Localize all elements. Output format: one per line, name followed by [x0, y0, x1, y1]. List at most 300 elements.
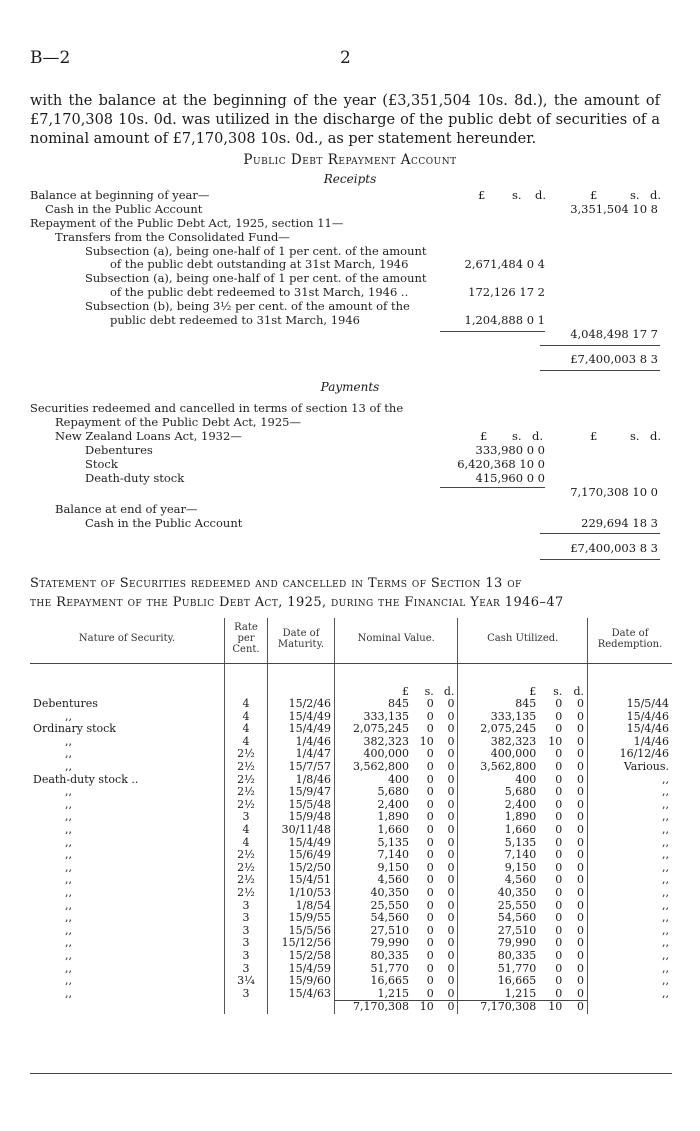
cell-nominal-shillings: 0: [426, 936, 434, 950]
cell-nominal-shillings: 0: [426, 848, 434, 862]
cell-rate: 3: [225, 937, 268, 950]
cell-nominal-pounds: 400,000: [335, 748, 413, 761]
cell-redemption: ,,: [588, 887, 673, 900]
total-cell: 7,170,308: [335, 1001, 413, 1014]
cell-maturity: 15/9/48: [268, 811, 335, 824]
payment-line: New Zealand Loans Act, 1932—: [55, 429, 242, 443]
cell-nature: ,,: [65, 936, 72, 950]
opening-balance-value: 3,351,504 10 8: [570, 202, 658, 216]
subsection-a1-value: 2,671,484 0 4: [464, 257, 545, 271]
cell-rate: 4: [225, 698, 268, 711]
cell-nominal-pounds: 54,560: [335, 912, 413, 925]
cell-nature: ,,: [65, 709, 72, 723]
cell-cash-shillings: 0: [555, 961, 563, 975]
cell-cash-pounds: 5,680: [458, 786, 539, 799]
table-row: [30, 748, 672, 761]
cell-cash-pounds: 80,335: [458, 950, 539, 963]
cell-redemption: ,,: [588, 811, 673, 824]
cell-nominal-pounds: 16,665: [335, 975, 413, 988]
closing-balance-value: 229,694 18 3: [581, 516, 658, 530]
receipt-line: Cash in the Public Account: [45, 202, 203, 216]
column-header-nominal: Nominal Value.: [335, 618, 458, 664]
cell-redemption: ,,: [588, 849, 673, 862]
unit-pence: d.: [443, 684, 455, 698]
total-rule: [540, 345, 660, 346]
cell-redemption: 1/4/46: [588, 736, 673, 749]
debentures-value: 333,980 0 0: [475, 443, 545, 457]
cell-cash-shillings: 0: [555, 948, 563, 962]
table-row: [30, 912, 672, 925]
cell-rate: 3: [225, 963, 268, 976]
cell-nominal-shillings: 0: [426, 986, 434, 1000]
cell-cash-pounds: 7,140: [458, 849, 539, 862]
cell-cash-pence: 0: [577, 785, 584, 799]
cell-nominal-pence: 0: [447, 772, 455, 786]
table-row: [30, 874, 672, 887]
cell-maturity: 15/6/49: [268, 849, 335, 862]
cell-nominal-shillings: 0: [426, 797, 434, 811]
cell-cash-pounds: 27,510: [458, 925, 539, 938]
redeemed-total-value: 7,170,308 10 0: [570, 485, 658, 499]
cell-nominal-pence: 0: [447, 747, 455, 761]
cell-maturity: 15/4/59: [268, 963, 335, 976]
total-cell: 0: [437, 1001, 458, 1014]
securities-table: [30, 618, 672, 1014]
cell-cash-pence: 0: [577, 961, 584, 975]
total-cell: 7,170,308: [458, 1001, 539, 1014]
cell-maturity: 15/12/56: [268, 937, 335, 950]
cell-cash-pence: 0: [577, 709, 584, 723]
cell-cash-pence: 0: [577, 697, 584, 711]
cell-cash-pounds: 9,150: [458, 862, 539, 875]
payments-heading: Payments: [320, 380, 380, 394]
cell-rate: 2½: [225, 849, 268, 862]
cell-cash-pence: 0: [577, 948, 584, 962]
cell-cash-shillings: 0: [555, 747, 563, 761]
cell-rate: 4: [225, 824, 268, 837]
cell-rate: 3: [225, 811, 268, 824]
cell-rate: 2½: [225, 862, 268, 875]
cell-nominal-pence: 0: [447, 835, 455, 849]
unit-pence: d.: [573, 684, 584, 698]
cell-cash-shillings: 0: [555, 936, 563, 950]
cell-maturity: 15/4/49: [268, 711, 335, 724]
cell-nominal-pence: 0: [447, 886, 455, 899]
cell-cash-pence: 0: [577, 797, 584, 811]
statement-title-line1: Statement of Securities redeemed and cancelled in Terms of Section 13 of: [30, 576, 522, 591]
cell-cash-shillings: 0: [555, 810, 563, 824]
cell-nominal-pounds: 382,323: [335, 736, 413, 749]
cell-nominal-pounds: 9,150: [335, 862, 413, 875]
cell-nominal-pounds: 400: [335, 774, 413, 787]
cell-cash-pounds: 3,562,800: [458, 761, 539, 774]
cell-cash-shillings: 0: [555, 797, 563, 811]
stock-value: 6,420,368 10 0: [457, 457, 545, 471]
cell-nominal-pounds: 5,680: [335, 786, 413, 799]
cell-redemption: ,,: [588, 862, 673, 875]
cell-redemption: ,,: [588, 975, 673, 988]
cell-nature: ,,: [65, 898, 72, 912]
cell-redemption: ,,: [588, 824, 673, 837]
cell-rate: 4: [225, 723, 268, 736]
cell-rate: 4: [225, 736, 268, 749]
cell-cash-pounds: 51,770: [458, 963, 539, 976]
death-duty-value: 415,960 0 0: [475, 471, 545, 485]
cell-cash-pounds: 54,560: [458, 912, 539, 925]
cell-nature: ,,: [65, 835, 72, 849]
cell-nominal-shillings: 0: [426, 722, 434, 736]
cell-nominal-shillings: 0: [426, 747, 434, 761]
cell-nominal-pence: 0: [447, 734, 455, 748]
col-pence-2: d.: [650, 188, 662, 202]
receipt-line: of the public debt outstanding at 31st March, 1946: [110, 257, 409, 271]
cell-nominal-pence: 0: [447, 873, 455, 887]
table-row: [30, 975, 672, 988]
cell-cash-pounds: 79,990: [458, 937, 539, 950]
cell-maturity: 15/4/51: [268, 874, 335, 887]
cell-cash-shillings: 0: [555, 986, 563, 1000]
cell-rate: 2½: [225, 799, 268, 812]
cell-cash-pounds: 400: [458, 774, 539, 787]
cell-cash-shillings: 0: [555, 709, 563, 723]
cell-maturity: 15/2/58: [268, 950, 335, 963]
cell-cash-pence: 0: [577, 860, 584, 874]
cell-redemption: ,,: [588, 900, 673, 913]
column-header-redemption: Date of Redemption.: [588, 618, 673, 664]
cell-nominal-pounds: 1,660: [335, 824, 413, 837]
cell-cash-pounds: 2,075,245: [458, 723, 539, 736]
cell-cash-shillings: 0: [555, 823, 563, 837]
cell-redemption: ,,: [588, 950, 673, 963]
unit-shillings: s.: [553, 684, 563, 698]
receipt-line: Subsection (a), being one-half of 1 per cent. of the amount: [85, 244, 427, 258]
cell-rate: 2½: [225, 874, 268, 887]
cell-nominal-pounds: 1,890: [335, 811, 413, 824]
cell-nominal-shillings: 0: [426, 823, 434, 837]
cell-cash-shillings: 0: [555, 760, 563, 774]
cell-nominal-shillings: 10: [419, 734, 434, 748]
cell-nominal-pounds: 79,990: [335, 937, 413, 950]
cell-cash-shillings: 0: [555, 860, 563, 874]
subsection-b-value: 1,204,888 0 1: [464, 313, 545, 327]
cell-nature: ,,: [65, 873, 72, 887]
cell-nominal-shillings: 0: [426, 898, 434, 912]
cell-maturity: 15/2/46: [268, 698, 335, 711]
cell-cash-pence: 0: [577, 823, 584, 837]
cell-nominal-pounds: 40,350: [335, 887, 413, 900]
cell-maturity: 15/7/57: [268, 761, 335, 774]
cell-nature: ,,: [65, 747, 72, 761]
cell-nominal-pounds: 80,335: [335, 950, 413, 963]
cell-cash-pounds: 400,000: [458, 748, 539, 761]
cell-nature: ,,: [65, 848, 72, 862]
cell-nature: ,,: [65, 823, 72, 837]
cell-nominal-pence: 0: [447, 823, 455, 837]
cell-nominal-pence: 0: [447, 722, 455, 736]
cell-cash-pounds: 382,323: [458, 736, 539, 749]
cell-redemption: ,,: [588, 963, 673, 976]
cell-maturity: 15/9/60: [268, 975, 335, 988]
cell-cash-shillings: 0: [555, 974, 563, 988]
cell-nominal-shillings: 0: [426, 810, 434, 824]
subtotal-rule: [440, 487, 545, 488]
cell-cash-pence: 0: [577, 835, 584, 849]
cell-redemption: ,,: [588, 988, 673, 1001]
cell-nature: ,,: [65, 961, 72, 975]
cell-nominal-pence: 0: [447, 986, 455, 1000]
payment-line: Balance at end of year—: [55, 502, 198, 516]
cell-rate: 3: [225, 925, 268, 938]
cell-nominal-pence: 0: [447, 923, 455, 937]
cell-maturity: 15/2/50: [268, 862, 335, 875]
receipt-line: Repayment of the Public Debt Act, 1925, section 11—: [30, 216, 344, 230]
cell-redemption: Various.: [588, 761, 673, 774]
cell-nature: Debentures: [33, 697, 98, 711]
table-row: [30, 988, 672, 1001]
cell-nature: ,,: [65, 785, 72, 799]
cell-cash-shillings: 0: [555, 835, 563, 849]
receipt-line: Subsection (a), being one-half of 1 per cent. of the amount: [85, 271, 427, 285]
transfers-total-value: 4,048,498 17 7: [570, 327, 658, 341]
cell-redemption: ,,: [588, 774, 673, 787]
table-row: [30, 761, 672, 774]
cell-nominal-pounds: 2,075,245: [335, 723, 413, 736]
table-header-row: [30, 618, 672, 664]
cell-rate: 2½: [225, 786, 268, 799]
payments-grand-total: £7,400,003 8 3: [570, 541, 658, 555]
cell-cash-pence: 0: [577, 974, 584, 988]
cell-nominal-pounds: 51,770: [335, 963, 413, 976]
cell-nominal-pounds: 845: [335, 698, 413, 711]
table-row: [30, 925, 672, 938]
cell-nominal-pence: 0: [447, 785, 455, 799]
payment-line: Stock: [85, 457, 118, 471]
cell-nominal-shillings: 0: [426, 948, 434, 962]
table-row: [30, 849, 672, 862]
cell-nominal-pounds: 2,400: [335, 799, 413, 812]
cell-cash-shillings: 0: [555, 697, 563, 711]
cell-nominal-pounds: 25,550: [335, 900, 413, 913]
unit-pounds: £: [335, 686, 413, 699]
payment-line: Debentures: [85, 443, 153, 457]
column-header-nature: Nature of Security.: [30, 618, 225, 664]
cell-nominal-shillings: 0: [426, 961, 434, 975]
cell-nominal-pounds: 3,562,800: [335, 761, 413, 774]
cell-maturity: 15/4/49: [268, 837, 335, 850]
cell-maturity: 15/5/56: [268, 925, 335, 938]
table-row: [30, 711, 672, 724]
cell-maturity: 15/5/48: [268, 799, 335, 812]
cell-maturity: 1/8/54: [268, 900, 335, 913]
cell-nature: Death-duty stock ..: [33, 772, 139, 786]
cell-cash-pounds: 2,400: [458, 799, 539, 812]
table-row: [30, 786, 672, 799]
cell-redemption: ,,: [588, 925, 673, 938]
table-row: [30, 837, 672, 850]
cell-redemption: 16/12/46: [588, 748, 673, 761]
cell-cash-pounds: 40,350: [458, 887, 539, 900]
receipts-heading: Receipts: [323, 172, 377, 186]
cell-nominal-pence: 0: [447, 974, 455, 988]
col-shillings-1: s.: [512, 188, 522, 202]
cell-cash-pence: 0: [577, 923, 584, 937]
cell-cash-pence: 0: [577, 936, 584, 950]
cell-cash-pounds: 16,665: [458, 975, 539, 988]
statement-title-line2: the Repayment of the Public Debt Act, 1925, during the Financial Year 1946–47: [30, 595, 564, 610]
cell-rate: 2½: [225, 748, 268, 761]
col-pence-4: d.: [650, 429, 662, 443]
cell-cash-pounds: 333,135: [458, 711, 539, 724]
cell-nature: ,,: [65, 797, 72, 811]
cell-nature: ,,: [65, 760, 72, 774]
cell-nominal-pence: 0: [447, 697, 455, 711]
cell-nominal-shillings: 0: [426, 860, 434, 874]
cell-rate: 3¼: [225, 975, 268, 988]
cell-nominal-pence: 0: [447, 936, 455, 950]
cell-rate: 3: [225, 988, 268, 1001]
receipt-line: of the public debt redeemed to 31st March, 1946 ..: [110, 285, 409, 299]
cell-nature: ,,: [65, 923, 72, 937]
cell-cash-pounds: 845: [458, 698, 539, 711]
col-shillings-2: s.: [630, 188, 640, 202]
table-row: [30, 698, 672, 711]
cell-redemption: 15/5/44: [588, 698, 673, 711]
total-cell: 0: [565, 1001, 587, 1014]
cell-cash-pounds: 4,560: [458, 874, 539, 887]
cell-redemption: ,,: [588, 874, 673, 887]
cell-cash-pence: 0: [577, 734, 584, 748]
col-pounds-2: £: [590, 188, 598, 202]
cell-rate: 3: [225, 912, 268, 925]
table-row: [30, 723, 672, 736]
cell-redemption: 15/4/46: [588, 723, 673, 736]
cell-nominal-shillings: 0: [426, 835, 434, 849]
cell-cash-shillings: 0: [555, 772, 563, 786]
cell-nature: ,,: [65, 974, 72, 988]
unit-shillings: s.: [424, 684, 434, 698]
cell-nominal-shillings: 0: [426, 974, 434, 988]
cell-cash-shillings: 0: [555, 785, 563, 799]
col-shillings-4: s.: [630, 429, 640, 443]
total-row: [30, 1001, 672, 1014]
cell-rate: 4: [225, 837, 268, 850]
cell-cash-pence: 0: [577, 810, 584, 824]
cell-nominal-shillings: 0: [426, 911, 434, 925]
payment-line: Repayment of the Public Debt Act, 1925—: [55, 415, 301, 429]
cell-rate: 2½: [225, 887, 268, 900]
payment-line: Cash in the Public Account: [85, 516, 243, 530]
cell-maturity: 15/4/49: [268, 723, 335, 736]
cell-nominal-pence: 0: [447, 911, 455, 925]
cell-rate: 2½: [225, 761, 268, 774]
cell-cash-pounds: 25,550: [458, 900, 539, 913]
cell-cash-shillings: 0: [555, 898, 563, 912]
cell-nature: Ordinary stock: [33, 722, 116, 736]
cell-rate: 3: [225, 950, 268, 963]
cell-maturity: 1/4/47: [268, 748, 335, 761]
cell-cash-shillings: 0: [555, 911, 563, 925]
cell-cash-pence: 0: [577, 747, 584, 761]
table-row: [30, 900, 672, 913]
cell-nature: ,,: [65, 911, 72, 925]
table-row: [30, 963, 672, 976]
cell-redemption: ,,: [588, 786, 673, 799]
cell-nature: ,,: [65, 810, 72, 824]
cell-nominal-pounds: 333,135: [335, 711, 413, 724]
cell-cash-pence: 0: [577, 886, 584, 899]
table-row: [30, 824, 672, 837]
cell-cash-shillings: 0: [555, 873, 563, 887]
receipt-line: public debt redeemed to 31st March, 1946: [110, 313, 360, 327]
cell-cash-shillings: 0: [555, 848, 563, 862]
table-row: [30, 937, 672, 950]
cell-nominal-shillings: 0: [426, 760, 434, 774]
cell-cash-pounds: 1,660: [458, 824, 539, 837]
total-rule: [540, 559, 660, 560]
table-row: [30, 736, 672, 749]
cell-maturity: 1/4/46: [268, 736, 335, 749]
cell-cash-pence: 0: [577, 848, 584, 862]
intro-paragraph: with the balance at the beginning of the year (£3,351,504 10s. 8d.), the amount of £7,170,308 10s. 0d. was utilized in the discharge of the public debt of securities of a nominal amount of £7,170,308 10s. 0d., as per statement hereunder.: [30, 93, 660, 147]
cell-nominal-pence: 0: [447, 948, 455, 962]
cell-cash-shillings: 0: [555, 722, 563, 736]
cell-nominal-pence: 0: [447, 848, 455, 862]
cell-nominal-pence: 0: [447, 760, 455, 774]
cell-nominal-shillings: 0: [426, 697, 434, 711]
cell-cash-pence: 0: [577, 911, 584, 925]
cell-nature: ,,: [65, 948, 72, 962]
cell-nominal-pence: 0: [447, 797, 455, 811]
cell-maturity: 1/8/46: [268, 774, 335, 787]
cell-nominal-shillings: 0: [426, 709, 434, 723]
document-code: B—2: [30, 48, 71, 68]
payment-line: Death-duty stock: [85, 471, 185, 485]
cell-redemption: ,,: [588, 937, 673, 950]
cell-rate: 2½: [225, 774, 268, 787]
cell-nominal-pence: 0: [447, 961, 455, 975]
col-pence-1: d.: [535, 188, 547, 202]
cell-redemption: ,,: [588, 837, 673, 850]
receipt-line: Transfers from the Consolidated Fund—: [55, 230, 290, 244]
table-row: [30, 799, 672, 812]
col-pounds-1: £: [478, 188, 486, 202]
cell-redemption: ,,: [588, 912, 673, 925]
cell-cash-pounds: 5,135: [458, 837, 539, 850]
total-cell: 10: [412, 1001, 437, 1014]
unit-row: [30, 686, 672, 699]
cell-nominal-pence: 0: [447, 860, 455, 874]
cell-cash-pence: 0: [577, 760, 584, 774]
col-pounds-4: £: [590, 429, 598, 443]
subtotal-rule: [440, 331, 545, 332]
bottom-rule: [30, 1073, 672, 1074]
cell-nominal-pounds: 5,135: [335, 837, 413, 850]
cell-rate: 4: [225, 711, 268, 724]
cell-nominal-pounds: 4,560: [335, 874, 413, 887]
cell-maturity: 15/9/47: [268, 786, 335, 799]
cell-nominal-pence: 0: [447, 810, 455, 824]
table-row: [30, 887, 672, 900]
cell-redemption: 15/4/46: [588, 711, 673, 724]
cell-cash-shillings: 0: [555, 923, 563, 937]
table-row: [30, 950, 672, 963]
cell-nature: ,,: [65, 860, 72, 874]
cell-nominal-pounds: 27,510: [335, 925, 413, 938]
receipt-line: Balance at beginning of year—: [30, 188, 210, 202]
cell-cash-pence: 0: [577, 722, 584, 736]
cell-rate: 3: [225, 900, 268, 913]
cell-nature: ,,: [65, 987, 72, 1000]
